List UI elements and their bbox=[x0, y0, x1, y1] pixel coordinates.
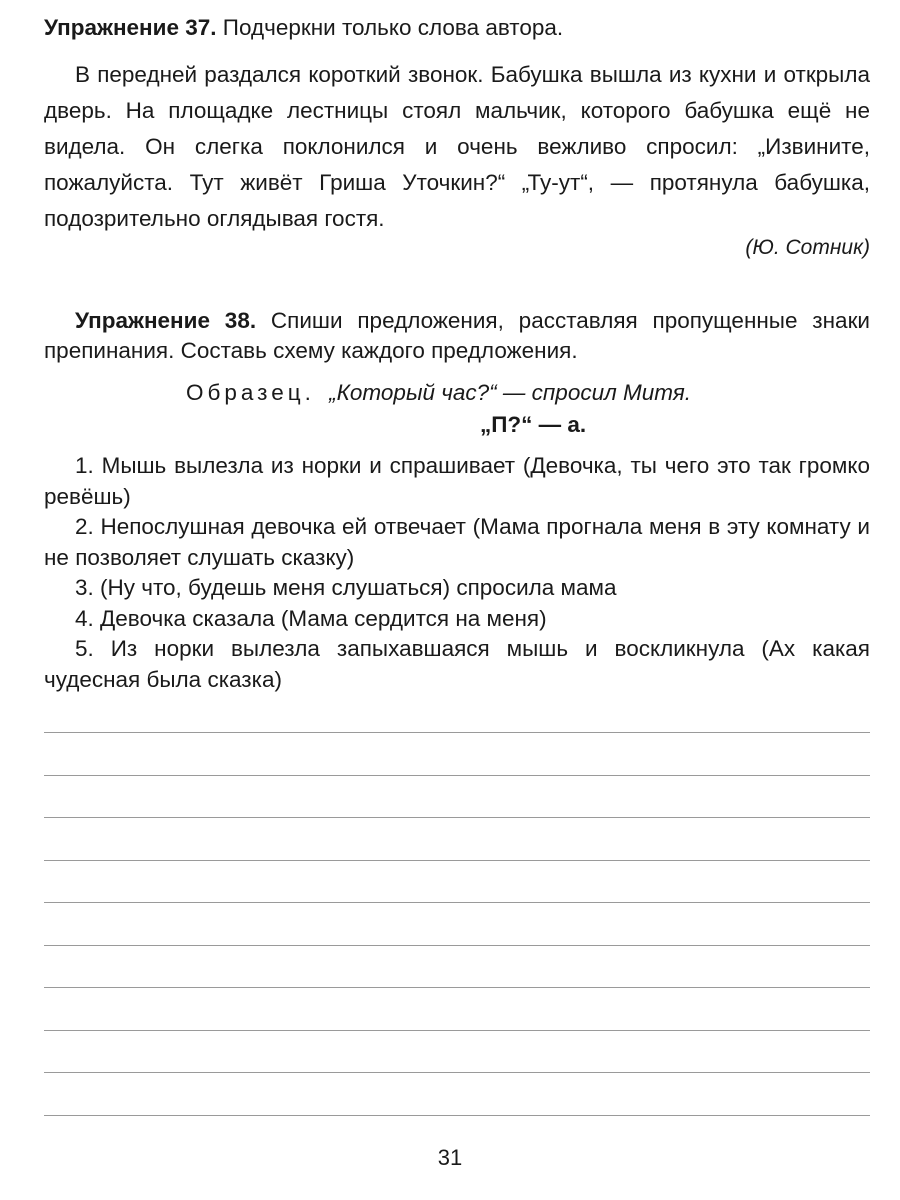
exercise-37-text bbox=[44, 57, 870, 237]
exercise-38-items bbox=[44, 451, 870, 695]
sample-sentence: „Который час?“ — спросил Митя. bbox=[329, 380, 692, 405]
writing-line bbox=[44, 732, 870, 775]
writing-line bbox=[44, 817, 870, 860]
writing-line bbox=[44, 1072, 870, 1115]
writing-lines bbox=[44, 732, 870, 1157]
exercise-38-instruction: Спиши предложения, расставляя пропущенные знаки препинания. Составь схему каждого предложения. bbox=[44, 308, 870, 363]
exercise-item: 4. Девочка сказала (Мама сердится на меня) bbox=[75, 605, 547, 631]
page-number: 31 bbox=[437, 1145, 463, 1170]
writing-line bbox=[44, 987, 870, 1030]
writing-line bbox=[44, 945, 870, 988]
writing-line bbox=[44, 902, 870, 945]
writing-line bbox=[44, 775, 870, 818]
sample-scheme: „П?“ — а. bbox=[480, 412, 587, 437]
exercise-item: 2. Непослушная девочка ей отвечает (Мама прогнала меня в эту комнату и не позволяет слушать сказку) bbox=[44, 514, 870, 570]
exercise-37-heading bbox=[44, 10, 870, 46]
writing-line bbox=[44, 860, 870, 903]
exercise-37-paragraph: В передней раздался короткий звонок. Бабушка вышла из кухни и открыла дверь. На площадке лестницы стоял мальчик, которого бабушка ещё не видела. Он слегка поклонился и очень вежливо спросил: „Извините, пожалуйста. Тут живёт Гриша Уточкин?“ „Ту-ут“, — протянула бабушка, подозрительно оглядывая гостя. bbox=[44, 62, 870, 231]
exercise-38-sample bbox=[186, 378, 691, 408]
exercise-37-instruction: Подчеркни только слова автора. bbox=[222, 15, 564, 40]
exercise-38-heading bbox=[44, 306, 870, 366]
exercise-38-label: Упражнение 38. bbox=[75, 308, 257, 333]
writing-line bbox=[44, 1030, 870, 1073]
exercise-37-author: (Ю. Сотник) bbox=[745, 236, 870, 259]
exercise-item: 5. Из норки вылезла запыхавшаяся мышь и воскликнула (Ах какая чудесная была сказка) bbox=[44, 636, 870, 692]
exercise-37-label: Упражнение 37. bbox=[44, 15, 217, 40]
exercise-item: 1. Мышь вылезла из норки и спрашивает (Девочка, ты чего это так громко ревёшь) bbox=[44, 453, 870, 509]
sample-label: Образец. bbox=[186, 380, 315, 405]
exercise-item: 3. (Ну что, будешь меня слушаться) спросила мама bbox=[75, 575, 617, 600]
